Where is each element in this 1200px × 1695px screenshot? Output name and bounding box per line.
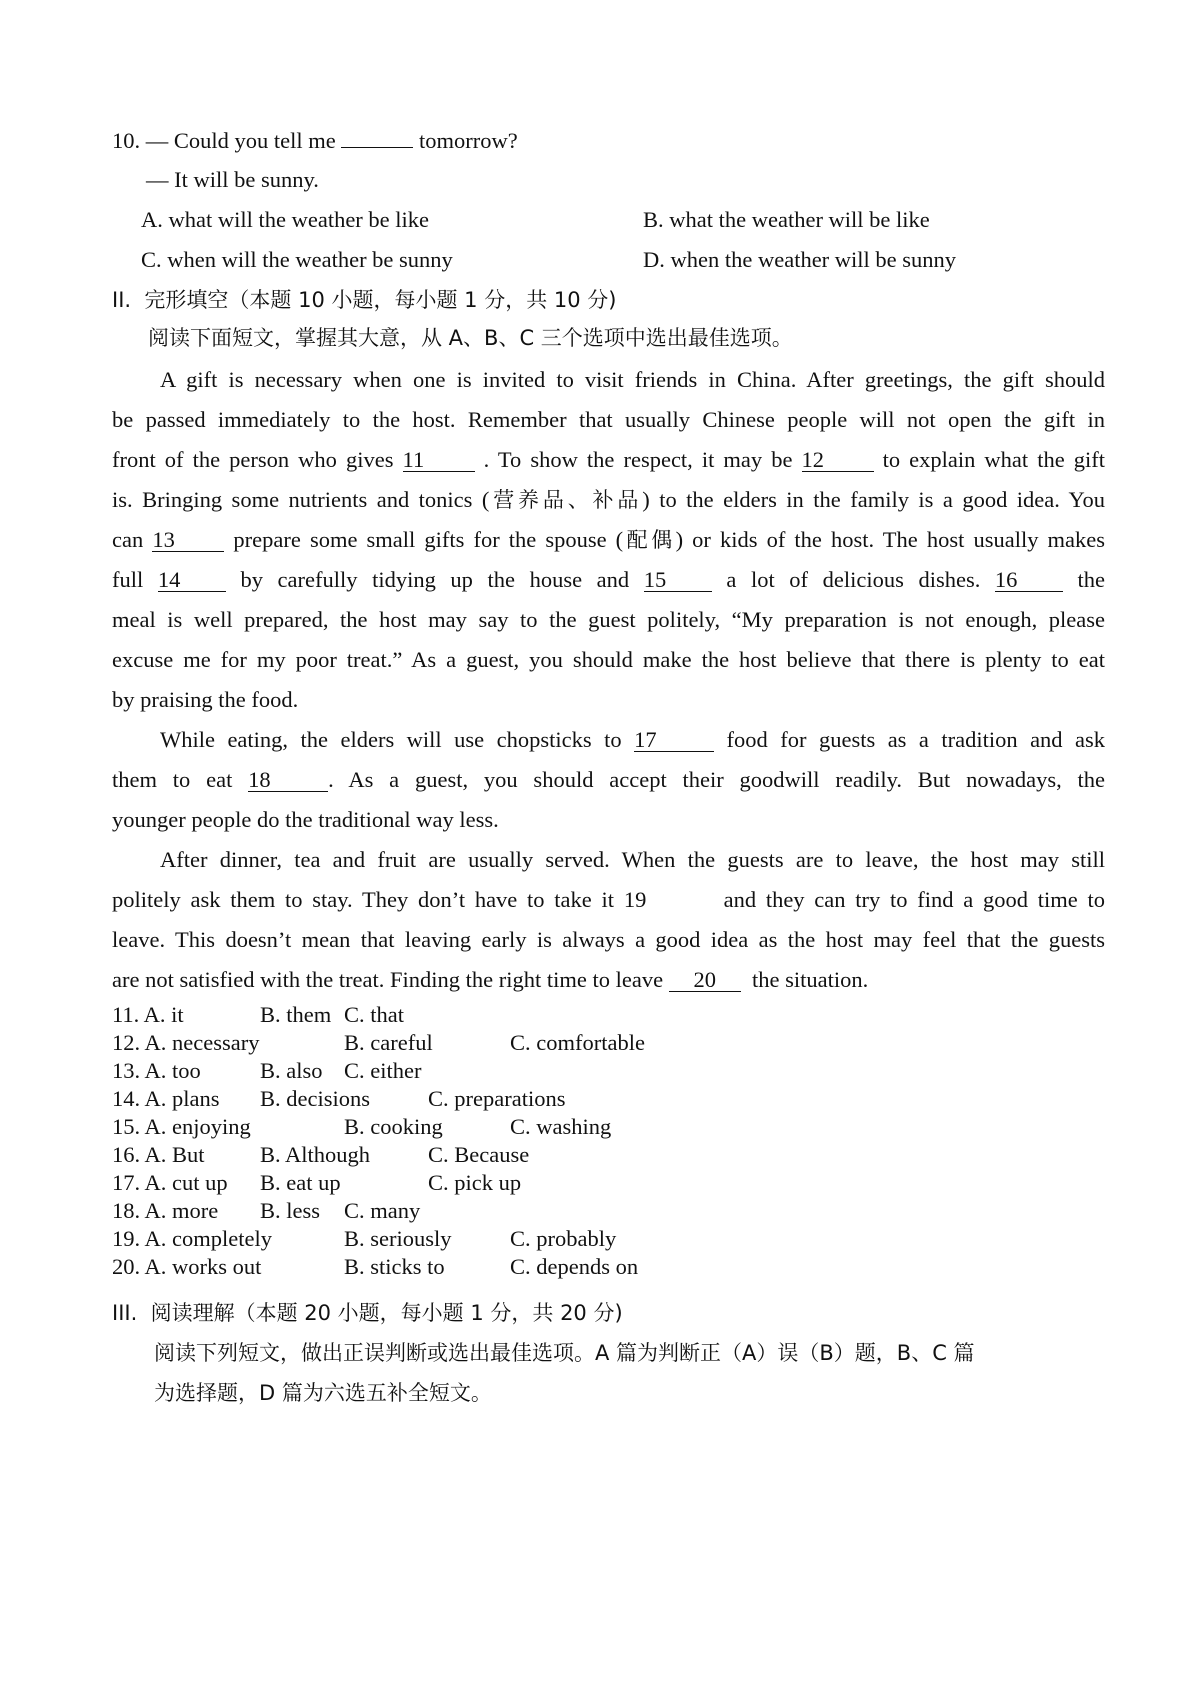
q10-stem-text-end: tomorrow? xyxy=(413,128,518,153)
passage-p3-line4: are not satisfied with the treat. Finding the right time to leave 20 the situation. xyxy=(112,967,869,992)
blank-14: 14 xyxy=(158,569,226,592)
passage-p3-line3: leave. This doesn’t mean that leaving early is always a good idea as the host may feel that the guests xyxy=(112,927,1105,952)
passage-p1-line4: is. Bringing some nutrients and tonics (营养品、补品) to the elders in the family is a good idea. You xyxy=(112,487,1106,512)
blank-19: 19 xyxy=(623,887,647,912)
passage-p1-line5: can 13 prepare some small gifts for the spouse (配偶) or kids of the host. The host usually makes xyxy=(112,527,1106,552)
q10-blank xyxy=(341,147,413,148)
cjk-gloss-spouse: 配偶 xyxy=(623,528,676,552)
passage-p2-line2: them to eat 18 . As a guest, you should accept their goodwill readily. But nowadays, the xyxy=(112,767,1106,792)
section2-instruction: 阅读下面短文，掌握其大意，从 A、B、C 三个选项中选出最佳选项。 xyxy=(148,326,793,350)
blank-16: 16 xyxy=(995,569,1063,592)
passage-p2-line3: younger people do the traditional way less. xyxy=(112,807,499,832)
blank-20: 20 xyxy=(669,969,741,992)
passage-p2-line1: While eating, the elders will use chopsticks to 17 food for guests as a tradition and ask xyxy=(160,727,1106,752)
blank-15: 15 xyxy=(644,569,712,592)
q10-stem-text: 10. — Could you tell me xyxy=(112,128,342,153)
passage-p1-line9: by praising the food. xyxy=(112,687,299,712)
passage-p1-line7: meal is well prepared, the host may say to the guest politely, “My preparation is not enough, please xyxy=(112,607,1105,632)
q10-stem xyxy=(112,126,518,156)
q10-option-c: C. when will the weather be sunny xyxy=(141,247,453,272)
q10-option-d: D. when the weather will be sunny xyxy=(643,247,957,272)
section2-heading: II. 完形填空（本题 10 小题，每小题 1 分，共 10 分) xyxy=(112,288,617,312)
q10-option-b: B. what the weather will be like xyxy=(643,207,930,232)
section3-instruction-line2: 为选择题，D 篇为六选五补全短文。 xyxy=(154,1381,492,1405)
blank-17: 17 xyxy=(634,729,714,752)
cjk-gloss-nutrients: 营养品、补品 xyxy=(489,488,643,512)
section3-instruction-line1: 阅读下列短文，做出正误判断或选出最佳选项。A 篇为判断正（A）误（B）题，B、C 篇 xyxy=(154,1341,975,1365)
blank-13: 13 xyxy=(152,529,224,552)
passage-p1-line3: front of the person who gives 11 . To show the respect, it may be 12 to explain what the gift xyxy=(112,447,1106,472)
q10-reply: — It will be sunny. xyxy=(146,167,319,192)
exam-page: 10. — Could you tell me tomorrow? — It will be sunny. A. what will the weather be like B. what the weather will be like C. when will the weather be sunny D. when the weather will be sunny II. 完形填空（本题 10 小题，每小题 1 分，共 10 分) 阅读下面短文，掌握其大意，从 A、B、C 三个选项中选出最佳选项。 A gift is necessary when one is invited to visit friends in China. After greetings, the gift should be passed immediately to the host. Remember that usually Chinese people will not open the gift in front of the person who gives 11 . To show the respect, it may be 12 to explain what the gift is. Bringing some nutrients and tonics (营养品、补品) to the elders in the family is a good idea. You can 13 prepare some small gifts for the spouse (配偶) or kids of the host. The host usually makes full 14 by carefully tidying up the house and 15 a lot of delicious dishes. 16 the meal is well prepared, the host may say to the guest politely, “My preparation is not enough, please excuse me for my poor treat.” As a guest, you should make the host believe that there is plenty to eat by praising the food. While eating, the elders will use chopsticks to 17 food for guests as a tradition and ask them to eat 18 . As a guest, you should accept their goodwill readily. But nowadays, the younger people do the traditional way less. After dinner, tea and fruit are usually served. When the guests are to leave, the host may still politely ask them to stay. They don’t have to take it 19 and they can try to find a good time to leave. This doesn’t mean that leaving early is always a good idea as the host may feel that the guests are not satisfied with the treat. Finding the right time to leave 20 the situation. 11. A. it B. them C. that 12. A. necessary B. careful C. comfortable 13. A. too B. also C. either 14. A. plans B. decisions C. preparations 15. A. enjoying B. cooking C. washing 16. A. But B. Although C. Because 17. A. cut up B. eat up C. pick up 18. A. more B. less C. many 19. A. completely B. seriously C. probably 20. A. works out B. sticks to C. depends on III. 阅读理解（本题 20 小题，每小题 1 分，共 20 分) 阅读下列短文，做出正误判断或选出最佳选项。A 篇为判断正（A）误（B）题，B、C 篇 为选择题，D 篇为六选五补全短文。 xyxy=(0,0,1200,1695)
passage-p1-line2: be passed immediately to the host. Remember that usually Chinese people will not open the gift in xyxy=(112,407,1105,432)
q10-option-a: A. what will the weather be like xyxy=(141,207,430,232)
passage-p1-line6: full 14 by carefully tidying up the house and 15 a lot of delicious dishes. 16 the xyxy=(112,567,1106,592)
blank-11: 11 xyxy=(403,449,475,472)
blank-12: 12 xyxy=(802,449,874,472)
passage-p3-line1: After dinner, tea and fruit are usually served. When the guests are to leave, the host may still xyxy=(160,847,1105,872)
passage-p1-line1: A gift is necessary when one is invited to visit friends in China. After greetings, the gift should xyxy=(160,367,1105,392)
blank-18: 18 xyxy=(248,769,328,792)
passage-p3-line2: politely ask them to stay. They don’t have to take it 19 and they can try to find a good time to xyxy=(112,885,1105,915)
passage-p1-line8: excuse me for my poor treat.” As a guest, you should make the host believe that there is plenty to eat xyxy=(112,647,1105,672)
section3-heading: III. 阅读理解（本题 20 小题，每小题 1 分，共 20 分) xyxy=(112,1301,623,1325)
